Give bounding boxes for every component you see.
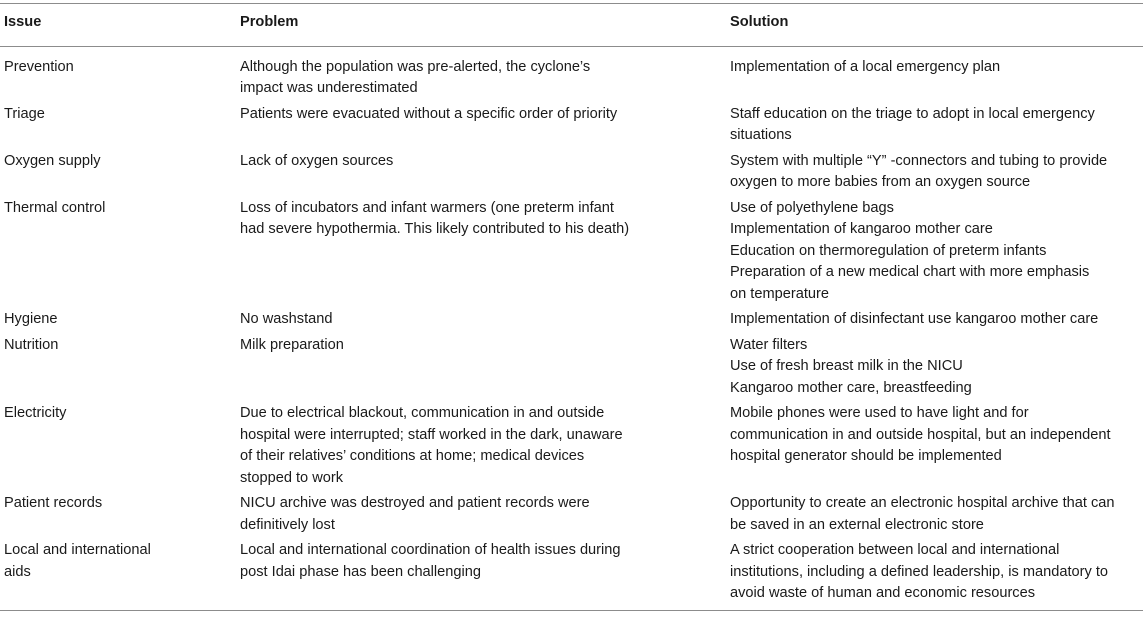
table-row	[0, 151, 1143, 198]
solution-text-line: Kangaroo mother care, breastfeeding	[730, 379, 972, 396]
header-row	[0, 4, 1143, 47]
issue-text: Thermal control	[4, 199, 106, 216]
table-row	[0, 335, 1143, 404]
table-row	[0, 403, 1143, 493]
solution-cell	[726, 493, 1143, 540]
problem-cell	[236, 309, 726, 335]
problem-text-line: Lack of oxygen sources	[240, 152, 394, 169]
solution-cell	[726, 198, 1143, 310]
issue-cell	[0, 540, 236, 610]
problem-cell	[236, 335, 726, 404]
solution-cell	[726, 403, 1143, 493]
problem-cell	[236, 403, 726, 493]
issue-text: Triage	[4, 105, 45, 122]
problem-text-line: Patients were evacuated without a specific order of priority	[240, 105, 618, 122]
table-row	[0, 309, 1143, 335]
problem-text-line: Loss of incubators and infant warmers (one preterm infant	[240, 199, 614, 216]
problem-cell	[236, 104, 726, 151]
solution-cell	[726, 46, 1143, 104]
problem-text-line: No washstand	[240, 311, 333, 327]
issue-cell	[0, 335, 236, 404]
solution-cell	[726, 151, 1143, 198]
issue-text-line: Local and international	[4, 542, 151, 558]
issue-text: Prevention	[4, 58, 74, 75]
table-row	[0, 540, 1143, 610]
problem-text-line: Local and international coordination of health issues during	[240, 542, 621, 558]
solution-text-line: Use of polyethylene bags	[730, 199, 894, 216]
problem-text-line: impact was underestimated	[240, 80, 418, 96]
solution-cell	[726, 335, 1143, 404]
issue-text: Hygiene	[4, 311, 58, 327]
solution-cell	[726, 540, 1143, 610]
solution-text-line: Preparation of a new medical chart with more emphasis	[730, 264, 1090, 280]
solution-text-line: avoid waste of human and economic resources	[730, 585, 1036, 601]
solution-text-line: Implementation of disinfectant use kangaroo mother care	[730, 311, 1099, 327]
solution-text-line: institutions, including a defined leadership, is mandatory to	[730, 563, 1109, 580]
table-row	[0, 46, 1143, 104]
issue-text: Oxygen supply	[4, 152, 101, 169]
solution-text-line: Mobile phones were used to have light and for	[730, 405, 1029, 421]
table-header	[0, 4, 1143, 47]
issue-cell	[0, 46, 236, 104]
problem-text-line: Due to electrical blackout, communication in and outside	[240, 405, 605, 421]
issue-cell	[0, 151, 236, 198]
solution-text-line: Use of fresh breast milk in the NICU	[730, 358, 963, 374]
solution-text-line: hospital generator should be implemented	[730, 448, 1002, 464]
issue-cell	[0, 104, 236, 151]
header-problem: Problem	[240, 14, 299, 30]
header-issue: Issue	[4, 14, 42, 30]
issue-text: Patient records	[4, 495, 103, 511]
solution-text-line: Implementation of a local emergency plan	[730, 58, 1001, 75]
problem-cell	[236, 46, 726, 104]
solution-text-line: communication in and outside hospital, but an independent	[730, 426, 1111, 443]
table-body	[0, 46, 1143, 610]
problem-text-line: definitively lost	[240, 516, 335, 533]
solution-text-line: System with multiple “Y” -connectors and tubing to provide	[730, 152, 1108, 169]
solution-text-line: Staff education on the triage to adopt in local emergency	[730, 105, 1095, 122]
problem-text-line: hospital were interrupted; staff worked in the dark, unaware	[240, 426, 623, 443]
solution-text-line: Water filters	[730, 336, 808, 353]
problem-text-line: had severe hypothermia. This likely contributed to his death)	[240, 221, 630, 237]
solution-cell	[726, 104, 1143, 151]
header-solution: Solution	[730, 14, 789, 30]
problem-cell	[236, 198, 726, 310]
solution-text-line: oxygen to more babies from an oxygen source	[730, 174, 1031, 190]
issue-text: Nutrition	[4, 336, 59, 353]
problem-text-line: Although the population was pre-alerted, the cyclone’s	[240, 58, 591, 75]
issue-cell	[0, 403, 236, 493]
table-row	[0, 198, 1143, 310]
table-row	[0, 493, 1143, 540]
solution-cell	[726, 309, 1143, 335]
solution-text-line: Education on thermoregulation of preterm infants	[730, 242, 1047, 259]
issue-cell	[0, 309, 236, 335]
problem-cell	[236, 493, 726, 540]
solution-text-line: Opportunity to create an electronic hospital archive that can	[730, 495, 1115, 511]
problem-text-line: of their relatives’ conditions at home; medical devices	[240, 448, 585, 464]
issue-text: Electricity	[4, 405, 67, 421]
solution-text-line: A strict cooperation between local and international	[730, 542, 1060, 558]
problem-text-line: Milk preparation	[240, 336, 344, 353]
problem-cell	[236, 540, 726, 610]
solution-text-line: Implementation of kangaroo mother care	[730, 221, 993, 237]
issue-text-line: aids	[4, 563, 31, 580]
issues-table	[0, 3, 1143, 611]
problem-text-line: NICU archive was destroyed and patient records were	[240, 495, 590, 511]
problem-cell	[236, 151, 726, 198]
issue-cell	[0, 493, 236, 540]
solution-text-line: situations	[730, 127, 792, 143]
solution-text-line: on temperature	[730, 285, 829, 302]
solution-text-line: be saved in an external electronic store	[730, 516, 984, 533]
issue-cell	[0, 198, 236, 310]
problem-text-line: stopped to work	[240, 469, 344, 486]
table-row	[0, 104, 1143, 151]
problem-text-line: post Idai phase has been challenging	[240, 563, 481, 580]
